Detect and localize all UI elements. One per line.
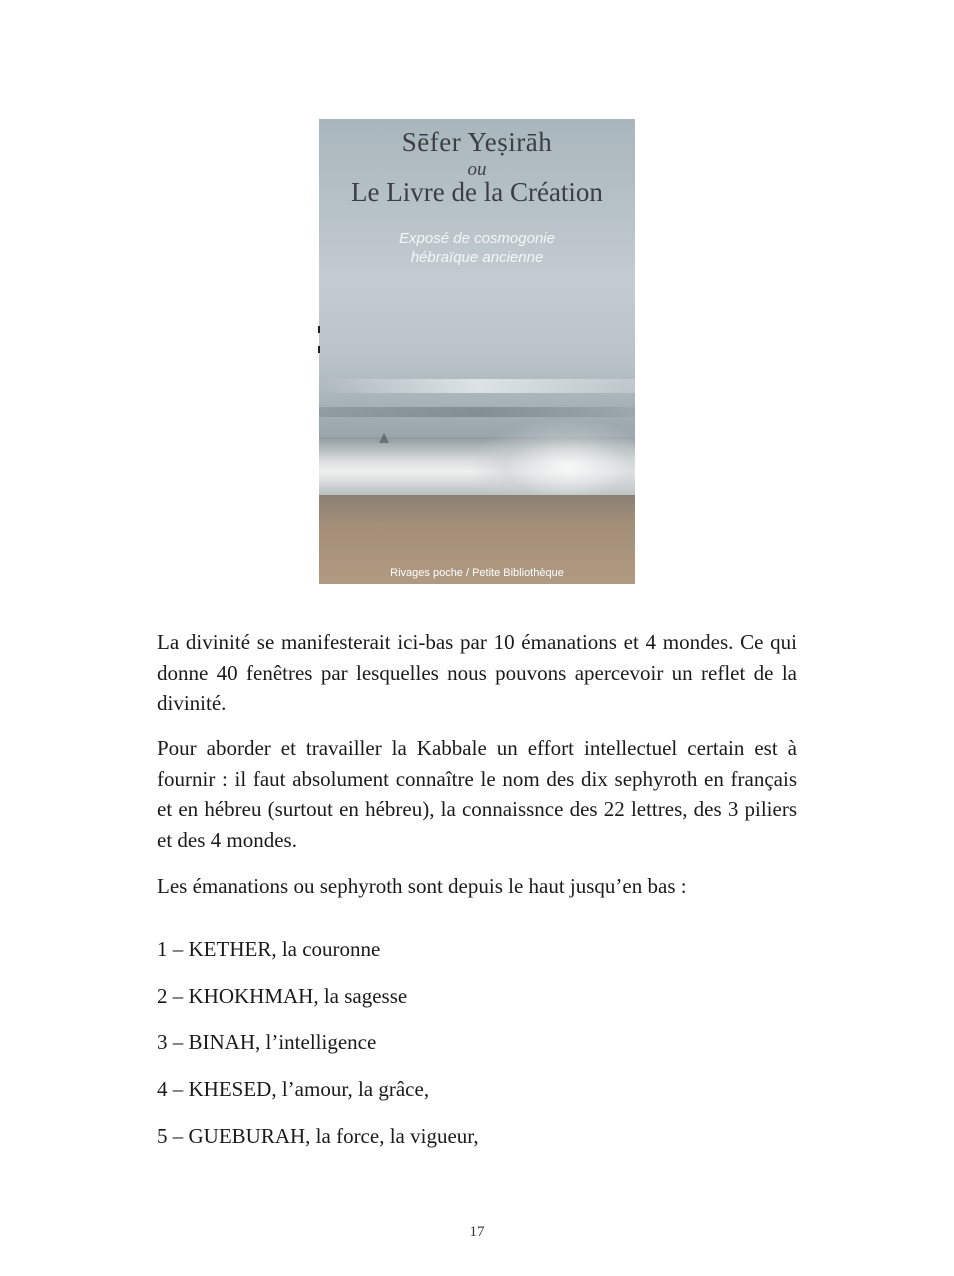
cloud-band bbox=[319, 379, 635, 393]
cover-subtitle-line2: hébraïque ancienne bbox=[410, 249, 544, 266]
list-item: 1 – KETHER, la couronne bbox=[157, 937, 381, 961]
cover-title-line3: Le Livre de la Création bbox=[351, 177, 603, 207]
cover-subtitle-line1: Exposé de cosmogonie bbox=[399, 230, 555, 247]
list-item: 2 – KHOKHMAH, la sagesse bbox=[157, 984, 408, 1008]
cover-publisher: Rivages poche / Petite Bibliothèque bbox=[390, 567, 564, 579]
cloud-band-dark bbox=[319, 407, 635, 417]
cover-title-line2: ou bbox=[467, 159, 487, 180]
scan-marks bbox=[318, 326, 320, 354]
paragraph-2: Pour aborder et travailler la Kabbale un effort intellectuel certain est à fournir : il faut absolument connaître le nom des dix sephyroth en français et en hébreu (surtout en hébreu), la connaissnce des 22 lettres, des 3 piliers et des 4 mondes. bbox=[157, 736, 797, 852]
wave-splash bbox=[469, 419, 635, 499]
list-item: 3 – BINAH, l’intelligence bbox=[157, 1030, 377, 1054]
list-item: 4 – KHESED, l’amour, la grâce, bbox=[157, 1077, 430, 1101]
book-cover-image bbox=[319, 119, 635, 584]
paragraph-3: Les émanations ou sephyroth sont depuis le haut jusqu’en bas : bbox=[157, 874, 687, 898]
list-item: 5 – GUEBURAH, la force, la vigueur, bbox=[157, 1124, 479, 1148]
paragraph-1: La divinité se manifesterait ici-bas par 10 émanations et 4 mondes. Ce qui donne 40 fenêtres par lesquelles nous pouvons apercevoir un reflet de la divinité. bbox=[157, 630, 797, 715]
cover-title-line1: Sēfer Yeṣirāh bbox=[401, 127, 553, 157]
page-number: 17 bbox=[469, 1224, 485, 1240]
